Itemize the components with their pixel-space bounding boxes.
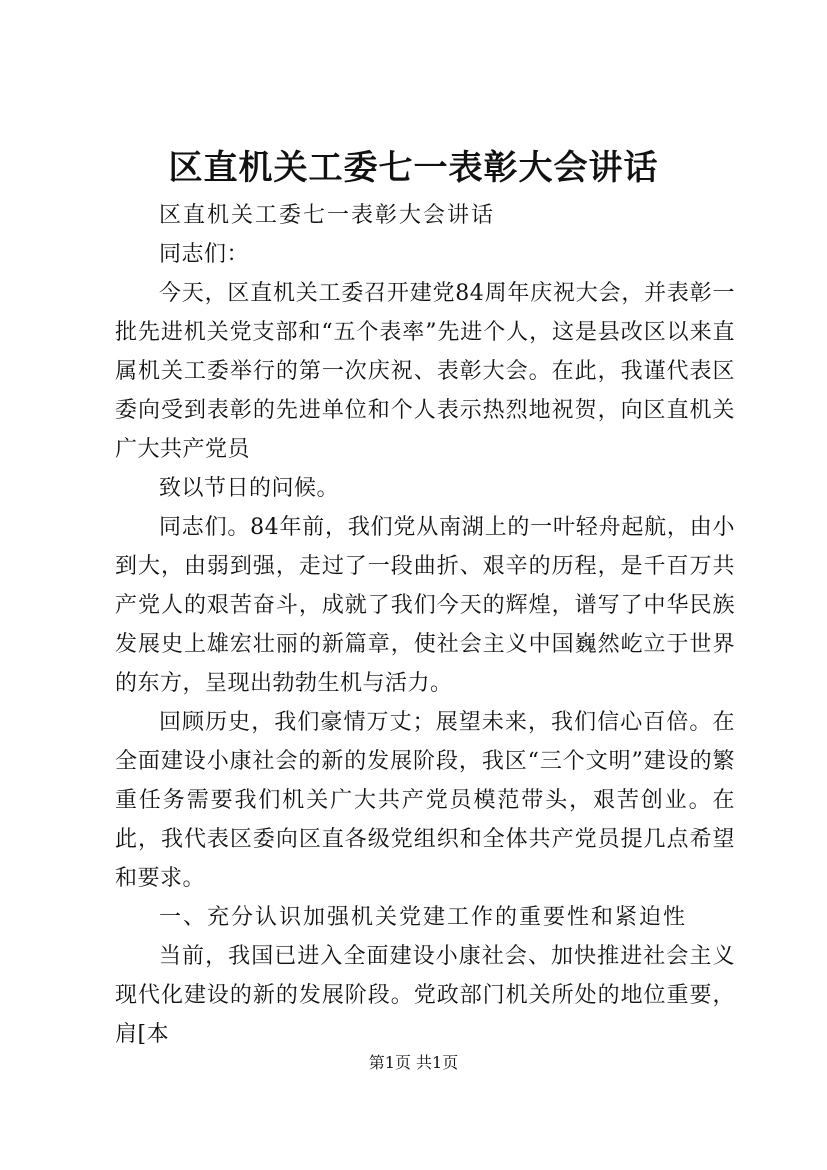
body-paragraph: 同志们。84年前，我们党从南湖上的一叶轻舟起航，由小到大，由弱到强，走过了一段曲折、艰辛的历程，是千百万共产党人的艰苦奋斗，成就了我们今天的辉煌，谱写了中华民族发展史上雄宏壮丽的新篇章，使社会主义中国巍然屹立于世界的东方，呈现出勃勃生机与活力。 [115,515,735,696]
subtitle-paragraph: 区直机关工委七一表彰大会讲话 [159,203,496,228]
section-heading: 一、充分认识加强机关党建工作的重要性和紧迫性 [159,905,688,930]
page-footer: 第1页 共1页 [368,1053,459,1072]
document-body [115,196,735,1054]
body-paragraph: 今天，区直机关工委召开建党84周年庆祝大会，并表彰一批先进机关党支部和“五个表率”先进个人，这是县改区以来直属机关工委举行的第一次庆祝、表彰大会。在此，我谨代表区委向受到表彰的先进单位和个人表示热烈地祝贺，向区直机关广大共产党员 [115,281,735,462]
body-paragraph: 回顾历史，我们豪情万丈；展望未来，我们信心百倍。在全面建设小康社会的新的发展阶段，我区“三个文明”建设的繁重任务需要我们机关广大共产党员模范带头，艰苦创业。在此，我代表区委向区直各级党组织和全体共产党员提几点希望和要求。 [115,710,735,891]
document-title: 区直机关工委七一表彰大会讲话 [168,148,659,188]
salutation-paragraph: 同志们： [159,242,250,267]
body-paragraph: 致以节日的问候。 [159,476,340,501]
body-paragraph: 当前，我国已进入全面建设小康社会、加快推进社会主义现代化建设的新的发展阶段。党政部门机关所处的地位重要，肩[本 [115,944,735,1047]
